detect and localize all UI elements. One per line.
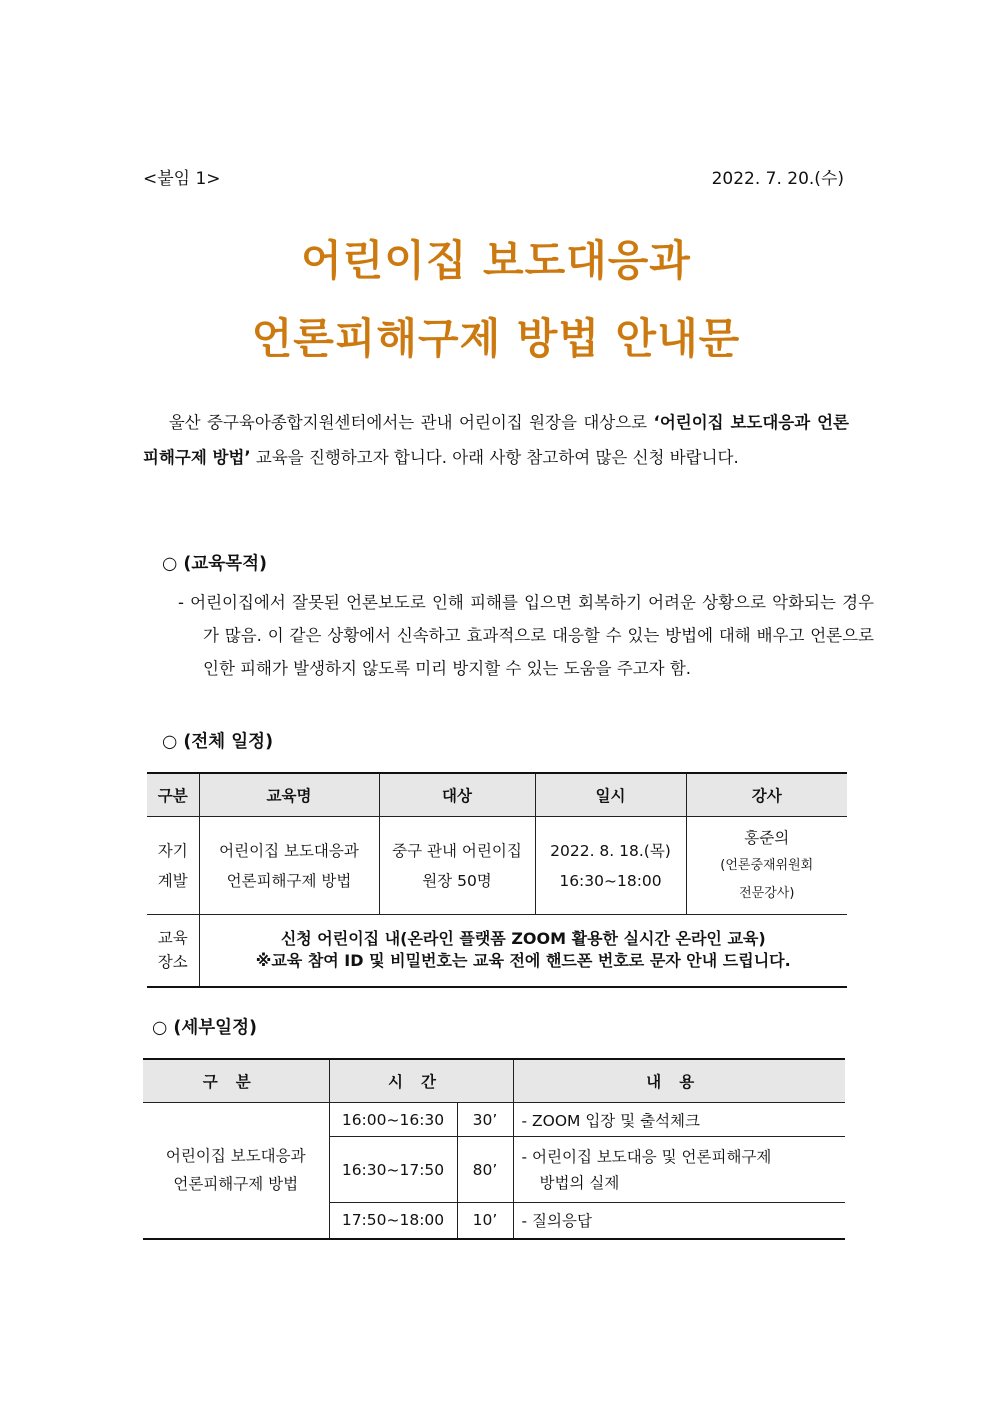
target-line2: 원장 50명	[422, 871, 492, 890]
schedule-datetime	[535, 817, 686, 915]
detail-time: 16:30~17:50	[329, 1137, 457, 1203]
detail-group-line1: 어린이집 보도대응과	[165, 1147, 306, 1166]
lecturer-name: 홍준의	[744, 828, 790, 847]
intro-paragraph	[143, 405, 849, 475]
intro-text-2: 교육을 진행하고자 합니다. 아래 사항 참고하여 많은 신청 바랍니다.	[250, 448, 739, 467]
schedule-target	[379, 817, 535, 915]
detail-header-row	[143, 1059, 845, 1103]
schedule-header-target: 대상	[379, 773, 535, 817]
place-text-line1: 신청 어린이집 내(온라인 플랫폼 ZOOM 활용한 실시간 온라인 교육)	[280, 929, 766, 949]
category-line1: 자기	[157, 841, 188, 860]
datetime-line1: 2022. 8. 18.(목)	[550, 841, 671, 860]
detail-header-time: 시간	[329, 1059, 513, 1103]
schedule-course	[199, 817, 379, 915]
detail-content	[513, 1137, 845, 1203]
detail-content: - 질의응답	[513, 1203, 845, 1239]
detail-time: 16:00~16:30	[329, 1103, 457, 1137]
detail-table	[143, 1058, 845, 1240]
schedule-category	[147, 817, 199, 915]
detail-header-content: 내용	[513, 1059, 845, 1103]
detail-minutes: 80’	[457, 1137, 513, 1203]
document-title-line1: 어린이집 보도대응과	[301, 236, 691, 285]
attachment-label: <붙임 1>	[143, 169, 221, 189]
place-label-line2: 장소	[157, 953, 188, 972]
lecturer-affiliation: (언론중재위원회	[720, 857, 814, 873]
category-line2: 계발	[157, 871, 188, 890]
course-line2: 언론피해구제 방법	[226, 871, 352, 890]
purpose-text: - 어린이집에서 잘못된 언론보도로 인해 피해를 입으면 회복하기 어려운 상황으로 악화되는 경우가 많음. 이 같은 상황에서 신속하고 효과적으로 대응할 수 있는 방법에 대해 배우고 언론으로 인한 피해가 발생하지 않도록 미리 방지할 수 있는 도움을 주고자 함.	[178, 593, 874, 678]
intro-course-name: ‘어린이집 보도대응과 언론피해구제 방법’	[143, 413, 849, 467]
place-label-line1: 교육	[157, 929, 188, 948]
detail-content: - ZOOM 입장 및 출석체크	[513, 1103, 845, 1137]
detail-minutes: 10’	[457, 1203, 513, 1239]
target-line1: 중구 관내 어린이집	[392, 841, 522, 860]
detail-content-line1: - 어린이집 보도대응 및 언론피해구제	[521, 1147, 772, 1166]
schedule-header-datetime: 일시	[535, 773, 686, 817]
detail-group-line2: 언론피해구제 방법	[173, 1175, 299, 1194]
section-heading-schedule: ○ (전체 일정)	[162, 732, 274, 752]
datetime-line2: 16:30~18:00	[559, 871, 662, 890]
detail-row	[143, 1103, 845, 1137]
intro-text-1: 울산 중구육아종합지원센터에서는 관내 어린이집 원장을 대상으로	[168, 413, 654, 432]
document-title-line2: 언론피해구제 방법 안내문	[251, 314, 741, 363]
schedule-header-category: 구분	[147, 773, 199, 817]
schedule-row	[147, 817, 847, 915]
schedule-header-course: 교육명	[199, 773, 379, 817]
detail-header-category: 구분	[143, 1059, 329, 1103]
detail-minutes: 30’	[457, 1103, 513, 1137]
schedule-place-row	[147, 915, 847, 987]
schedule-header-lecturer: 강사	[686, 773, 847, 817]
course-line1: 어린이집 보도대응과	[219, 841, 359, 860]
place-notice: ※교육 참여 ID 및 비밀번호는 교육 전에 핸드폰 번호로 문자 안내 드립니다.	[255, 951, 791, 971]
lecturer-title: 전문강사)	[739, 885, 795, 901]
section-heading-detail: ○ (세부일정)	[152, 1018, 257, 1038]
detail-content-line2: 방법의 실제	[539, 1173, 620, 1192]
schedule-lecturer	[686, 817, 847, 915]
place-label	[147, 915, 199, 987]
detail-group	[143, 1103, 329, 1239]
section-heading-purpose: ○ (교육목적)	[162, 554, 267, 574]
place-text	[199, 915, 847, 987]
schedule-header-row	[147, 773, 847, 817]
document-date: 2022. 7. 20.(수)	[711, 169, 844, 189]
schedule-table	[147, 772, 847, 988]
detail-time: 17:50~18:00	[329, 1203, 457, 1239]
